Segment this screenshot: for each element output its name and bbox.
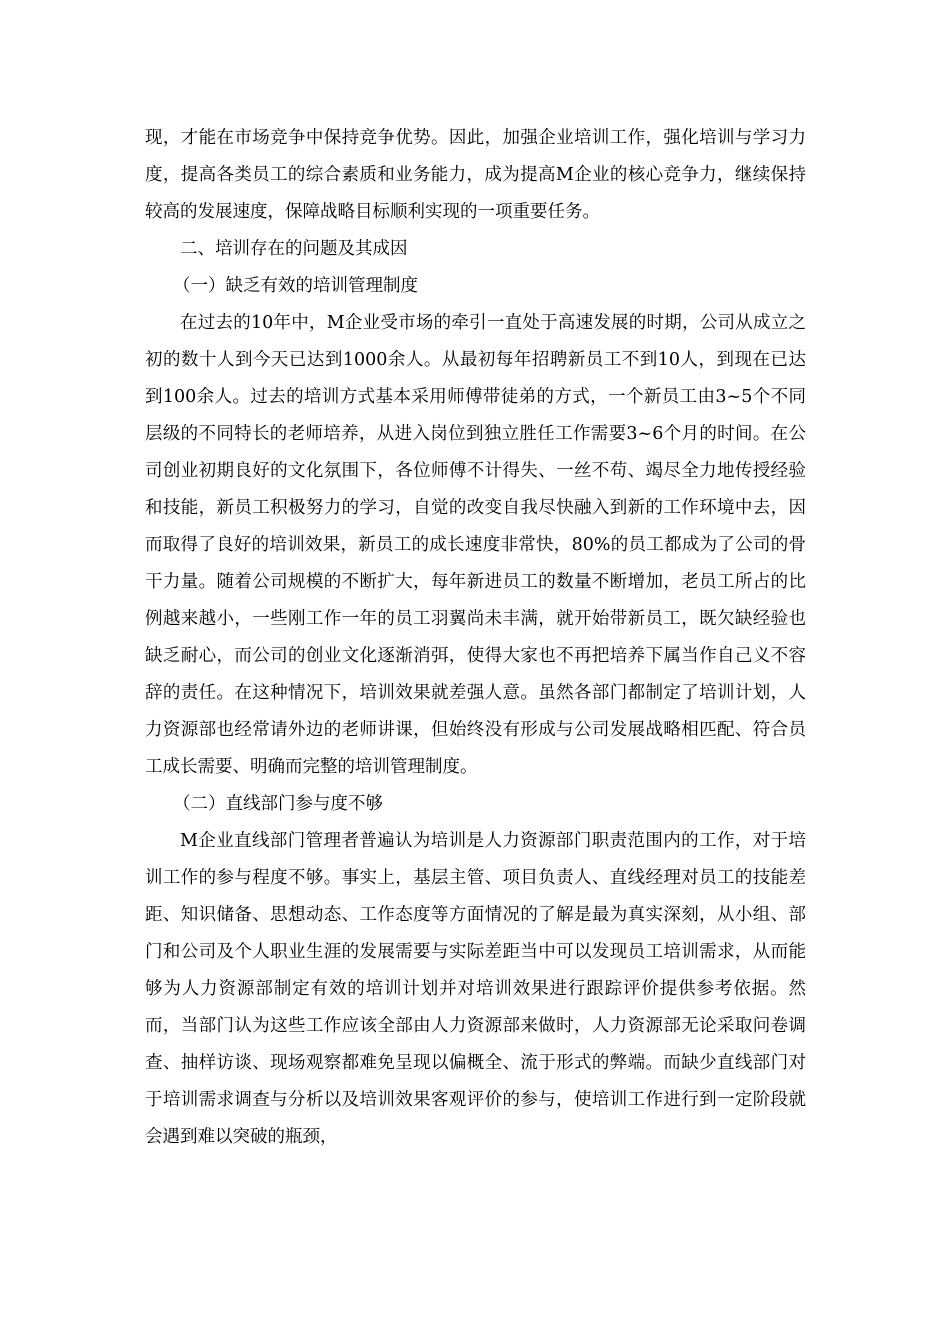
body-paragraph-1: 现，才能在市场竞争中保持竞争优势。因此，加强企业培训工作，强化培训与学习力度，提高各类员工的综合素质和业务能力，成为提高M企业的核心竞争力，继续保持较高的发展速度，保障战略目标顺利实现的一项重要任务。 (145, 128, 806, 222)
document-page (145, 120, 806, 1156)
section-heading: 二、培训存在的问题及其成因 (180, 239, 408, 259)
body-paragraph-3: M企业直线部门管理者普遍认为培训是人力资源部门职责范围内的工作，对于培训工作的参与程度不够。事实上，基层主管、项目负责人、直线经理对员工的技能差距、知识储备、思想动态、工作态度等方面情况的了解是最为真实深刻，从小组、部门和公司及个人职业生涯的发展需要与实际差距当中可以发现员工培训需求，从而能够为人力资源部制定有效的培训计划并对培训效果进行跟踪评价提供参考依据。然而，当部门认为这些工作应该全部由人力资源部来做时，人力资源部无论采取问卷调查、抽样访谈、现场观察都难免呈现以偏概全、流于形式的弊端。而缺少直线部门对于培训需求调查与分析以及培训效果客观评价的参与，使培训工作进行到一定阶段就会遇到难以突破的瓶颈， (145, 831, 806, 1147)
body-paragraph-2: 在过去的10年中，M企业受市场的牵引一直处于高速发展的时期，公司从成立之初的数十人到今天已达到1000余人。从最初每年招聘新员工不到10人，到现在已达到100余人。过去的培训方式基本采用师傅带徒弟的方式，一个新员工由3~5个不同层级的不同特长的老师培养，从进入岗位到独立胜任工作需要3~6个月的时间。在公司创业初期良好的文化氛围下，各位师傅不计得失、一丝不苟、竭尽全力地传授经验和技能，新员工积极努力的学习，自觉的改变自我尽快融入到新的工作环境中去，因而取得了良好的培训效果，新员工的成长速度非常快，80%的员工都成为了公司的骨干力量。随着公司规模的不断扩大，每年新进员工的数量不断增加，老员工所占的比例越来越小，一些刚工作一年的员工羽翼尚未丰满，就开始带新员工，既欠缺经验也缺乏耐心，而公司的创业文化逐渐消弭，使得大家也不再把培养下属当作自己义不容辞的责任。在这种情况下，培训效果就差强人意。虽然各部门都制定了培训计划，人力资源部也经常请外边的老师讲课，但始终没有形成与公司发展战略相匹配、符合员工成长需要、明确而完整的培训管理制度。 (145, 313, 806, 777)
subsection-heading-2: （二）直线部门参与度不够 (173, 794, 383, 814)
subsection-heading-1: （一）缺乏有效的培训管理制度 (173, 276, 418, 296)
